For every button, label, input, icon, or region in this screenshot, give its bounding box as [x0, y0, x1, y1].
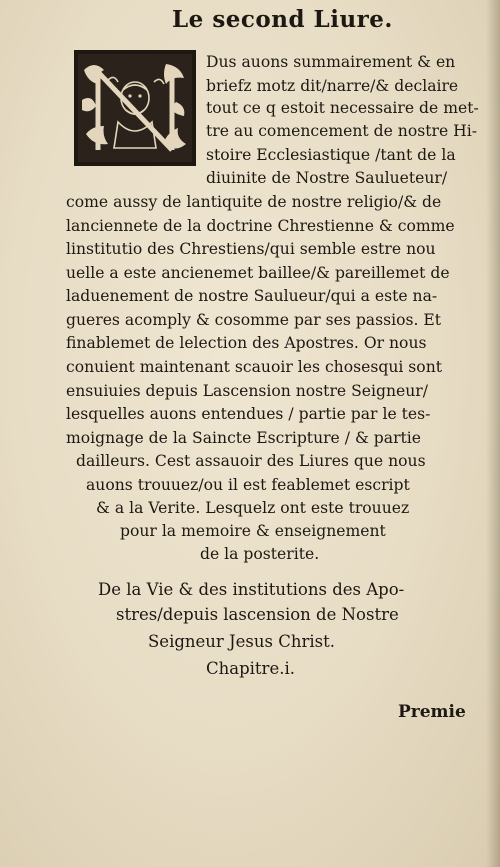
paragraph-line: stoire Ecclesiastique /tant de la: [206, 146, 456, 164]
chapter-heading-line: Chapitre.i.: [206, 659, 295, 678]
paragraph-line: conuient maintenant scauoir les chosesqui sont: [66, 358, 443, 376]
paragraph-line: gueres acomply & cosomme par ses passios. Et: [66, 311, 442, 329]
paragraph-line: auons trouuez/ou il est feablemet escript: [86, 476, 410, 494]
running-head: Le second Liure.: [172, 6, 393, 33]
chapter-heading-line: Seigneur Jesus Christ.: [148, 632, 336, 651]
ornamental-initial-icon: [74, 50, 196, 166]
paragraph-line: lesquelles auons entendues / partie par le tes-: [66, 405, 431, 423]
paragraph-line: dailleurs. Cest assauoir des Liures que nous: [76, 452, 426, 470]
paragraph-line: come aussy de lantiquite de nostre religio/& de: [66, 193, 442, 211]
paragraph-line: de la posterite.: [200, 545, 320, 563]
paragraph-line: Dus auons summairement & en: [206, 53, 456, 71]
paragraph-line: finablemet de lelection des Apostres. Or nous: [66, 334, 427, 352]
paragraph-line: & a la Verite. Lesquelz ont este trouuez: [96, 499, 410, 517]
paragraph-line: linstitutio des Chrestiens/qui semble estre nou: [66, 240, 436, 258]
chapter-heading-line: De la Vie & des institutions des Apo-: [98, 580, 405, 599]
paragraph-line: briefz motz dit/narre/& declaire: [206, 77, 459, 95]
paragraph-line: moignage de la Saincte Escripture / & partie: [66, 429, 422, 447]
chapter-heading-line: stres/depuis lascension de Nostre: [116, 605, 399, 624]
paragraph-line: lanciennete de la doctrine Chrestienne & comme: [66, 217, 455, 235]
paragraph-line: tre au comencement de nostre Hi-: [206, 122, 477, 140]
paragraph-line: tout ce q estoit necessaire de met-: [206, 99, 479, 117]
paragraph-line: ensuiuies depuis Lascension nostre Seigneur/: [66, 382, 428, 400]
paragraph-line: uelle a este ancienemet baillee/& pareillemet de: [66, 264, 450, 282]
paragraph-line: pour la memoire & enseignement: [120, 522, 386, 540]
paragraph-line: laduenement de nostre Saulueur/qui a este na-: [66, 287, 438, 305]
paragraph-line: diuinite de Nostre Saulueteur/: [206, 169, 448, 187]
catchword: Premie: [398, 702, 466, 722]
